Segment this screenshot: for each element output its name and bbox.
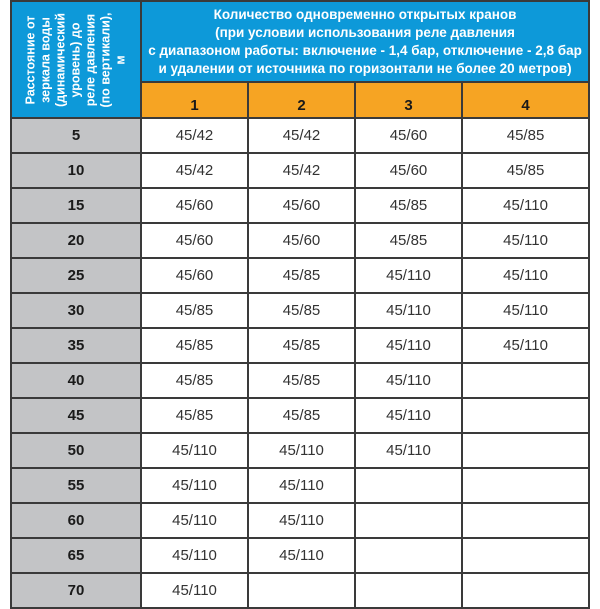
table-row (11, 573, 589, 608)
table-cell: 45/85 (248, 328, 355, 363)
title-line: (при условии использования реле давления (215, 25, 515, 40)
table-cell: 45/85 (248, 363, 355, 398)
table-cell: 45/60 (355, 118, 462, 153)
table-title-header (141, 1, 589, 82)
table-row (11, 433, 589, 468)
table-cell (462, 363, 589, 398)
table-cell (355, 503, 462, 538)
row-depth: 35 (11, 328, 141, 363)
table-row (11, 503, 589, 538)
table-row (11, 293, 589, 328)
column-header-4: 4 (462, 82, 589, 118)
table-cell: 45/60 (248, 223, 355, 258)
row-depth: 10 (11, 153, 141, 188)
row-label-header-line: (по вертикали), (98, 11, 113, 108)
table-cell: 45/110 (248, 538, 355, 573)
table-cell: 45/85 (141, 293, 248, 328)
table-cell: 45/110 (248, 468, 355, 503)
table-cell: 45/85 (355, 223, 462, 258)
table-row (11, 468, 589, 503)
table-row (11, 328, 589, 363)
row-depth: 50 (11, 433, 141, 468)
row-depth: 45 (11, 398, 141, 433)
row-depth: 5 (11, 118, 141, 153)
table-row (11, 363, 589, 398)
table-cell (355, 468, 462, 503)
table-cell: 45/110 (141, 503, 248, 538)
table-cell: 45/110 (141, 433, 248, 468)
table-cell: 45/60 (141, 258, 248, 293)
data-table-container (10, 0, 588, 600)
row-depth: 70 (11, 573, 141, 608)
row-depth: 65 (11, 538, 141, 573)
table-cell: 45/85 (248, 293, 355, 328)
taps-pressure-table (10, 0, 590, 609)
table-row (11, 258, 589, 293)
row-depth: 30 (11, 293, 141, 328)
table-cell: 45/110 (462, 188, 589, 223)
table-row (11, 153, 589, 188)
row-depth: 55 (11, 468, 141, 503)
row-label-header-line: Расстояние от (23, 15, 38, 104)
table-cell (462, 538, 589, 573)
table-cell: 45/110 (355, 258, 462, 293)
table-cell: 45/110 (355, 433, 462, 468)
row-label-header (11, 1, 141, 118)
table-cell: 45/85 (248, 398, 355, 433)
table-cell: 45/85 (355, 188, 462, 223)
table-cell: 45/85 (462, 118, 589, 153)
table-cell: 45/85 (248, 258, 355, 293)
table-row (11, 188, 589, 223)
table-cell: 45/42 (248, 153, 355, 188)
table-row (11, 398, 589, 433)
row-label-header-line: реле давления (83, 13, 98, 106)
row-depth: 20 (11, 223, 141, 258)
table-cell: 45/110 (462, 223, 589, 258)
table-cell: 45/85 (141, 328, 248, 363)
table-cell: 45/110 (141, 573, 248, 608)
table-cell: 45/110 (355, 293, 462, 328)
column-header-2: 2 (248, 82, 355, 118)
table-row (11, 118, 589, 153)
title-line: Количество одновременно открытых кранов (213, 7, 517, 22)
table-cell: 45/60 (141, 223, 248, 258)
table-cell: 45/85 (462, 153, 589, 188)
row-label-header-line: уровень) до (68, 22, 83, 97)
table-cell (355, 573, 462, 608)
table-cell (355, 538, 462, 573)
row-depth: 25 (11, 258, 141, 293)
row-label-header-line: (динамический (53, 12, 68, 107)
row-depth: 60 (11, 503, 141, 538)
table-cell: 45/110 (462, 293, 589, 328)
table-cell: 45/110 (355, 328, 462, 363)
title-line: с диапазоном работы: включение - 1,4 бар, отключение - 2,8 бар (148, 43, 582, 58)
table-cell: 45/110 (248, 503, 355, 538)
table-cell: 45/85 (141, 398, 248, 433)
table-cell: 45/110 (141, 468, 248, 503)
table-cell: 45/110 (355, 363, 462, 398)
table-cell: 45/110 (141, 538, 248, 573)
table-cell: 45/60 (141, 188, 248, 223)
title-line: и удалении от источника по горизонтали не более 20 метров) (158, 61, 572, 76)
table-cell (462, 398, 589, 433)
table-row (11, 223, 589, 258)
table-cell (462, 433, 589, 468)
row-depth: 40 (11, 363, 141, 398)
row-label-header-line: м (113, 54, 128, 65)
table-cell: 45/110 (248, 433, 355, 468)
row-label-header-line: зеркала воды (38, 16, 53, 103)
table-cell: 45/85 (141, 363, 248, 398)
row-depth: 15 (11, 188, 141, 223)
table-cell (462, 503, 589, 538)
table-cell: 45/42 (248, 118, 355, 153)
table-row (11, 538, 589, 573)
table-cell: 45/110 (462, 328, 589, 363)
column-header-3: 3 (355, 82, 462, 118)
table-cell (462, 468, 589, 503)
table-cell (462, 573, 589, 608)
column-header-1: 1 (141, 82, 248, 118)
table-cell: 45/60 (355, 153, 462, 188)
table-cell: 45/110 (355, 398, 462, 433)
table-cell: 45/42 (141, 118, 248, 153)
row-label-header-text (24, 6, 129, 114)
table-cell: 45/42 (141, 153, 248, 188)
table-cell (248, 573, 355, 608)
table-cell: 45/60 (248, 188, 355, 223)
table-cell: 45/110 (462, 258, 589, 293)
